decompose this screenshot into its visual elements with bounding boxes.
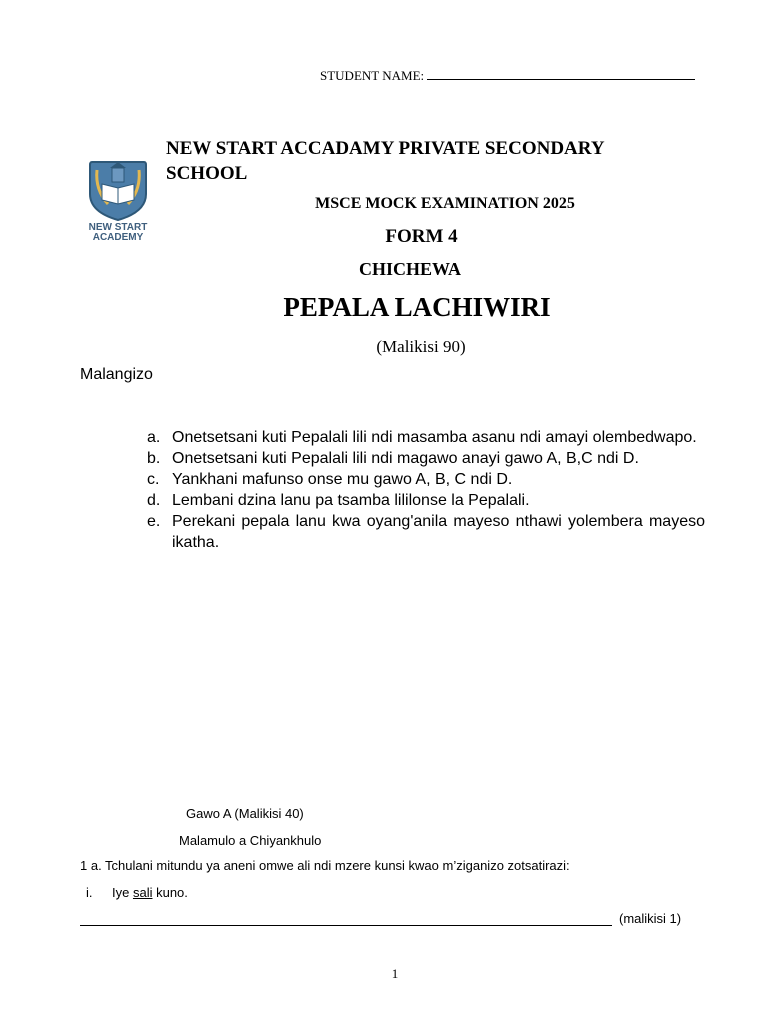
instruction-text: Yankhani mafunso onse mu gawo A, B, C ndi D. [172, 471, 513, 488]
section-a-subheading: Malamulo a Chiyankhulo [179, 833, 322, 848]
total-marks: (Malikisi 90) [376, 337, 466, 356]
instructions-list [147, 427, 705, 553]
sub-question-text-after: kuno. [152, 885, 188, 900]
page-number: 1 [391, 966, 399, 981]
question-1a: 1 a. Tchulani mitundu ya aneni omwe ali ndi mzere kunsi kwao m’ziganizo zotsatirazi: [80, 858, 570, 873]
instruction-text: Lembani dzina lanu pa tsamba lililonse la Pepalali. [172, 492, 530, 509]
logo-text-line1: NEW START [88, 222, 148, 233]
instruction-item [147, 469, 705, 490]
logo-text-line2: ACADEMY [92, 232, 144, 243]
sub-question-underlined-word: sali [132, 885, 153, 900]
instructions-heading: Malangizo [80, 366, 153, 383]
instruction-label: c. [147, 471, 160, 488]
instruction-item [147, 448, 705, 469]
answer-line[interactable] [80, 925, 612, 926]
school-name: NEW START ACCADAMY PRIVATE SECONDARY SCHOOL [166, 138, 604, 184]
instruction-label: b. [147, 450, 161, 467]
answer-marks: (malikisi 1) [619, 911, 682, 926]
form-title: FORM 4 [385, 226, 458, 247]
instruction-item [147, 490, 705, 511]
student-name-label: STUDENT NAME: [320, 68, 425, 83]
instruction-item [147, 427, 705, 448]
exam-title: MSCE MOCK EXAMINATION 2025 [315, 195, 575, 212]
instruction-item [147, 511, 705, 553]
instruction-label: e. [147, 513, 161, 530]
student-name-field [320, 68, 695, 84]
instruction-text: Onetsetsani kuti Pepalali lili ndi masamba asanu ndi amayi olembedwapo. [172, 429, 697, 446]
sub-question-i [86, 885, 188, 900]
instruction-label: d. [147, 492, 161, 509]
instruction-text: Perekani pepala lanu kwa oyang'anila mayeso nthawi yolembera mayeso ikatha. [172, 513, 705, 551]
paper-title: PEPALA LACHIWIRI [283, 292, 551, 322]
sub-question-number: i. [86, 885, 93, 900]
instruction-label: a. [147, 429, 161, 446]
sub-question-text-before: Iye [112, 885, 133, 900]
student-name-blank-line [427, 68, 695, 80]
instruction-text: Onetsetsani kuti Pepalali lili ndi magawo anayi gawo A, B,C ndi D. [172, 450, 639, 467]
subject-title: CHICHEWA [358, 259, 461, 279]
section-a-heading: Gawo A (Malikisi 40) [186, 806, 304, 821]
